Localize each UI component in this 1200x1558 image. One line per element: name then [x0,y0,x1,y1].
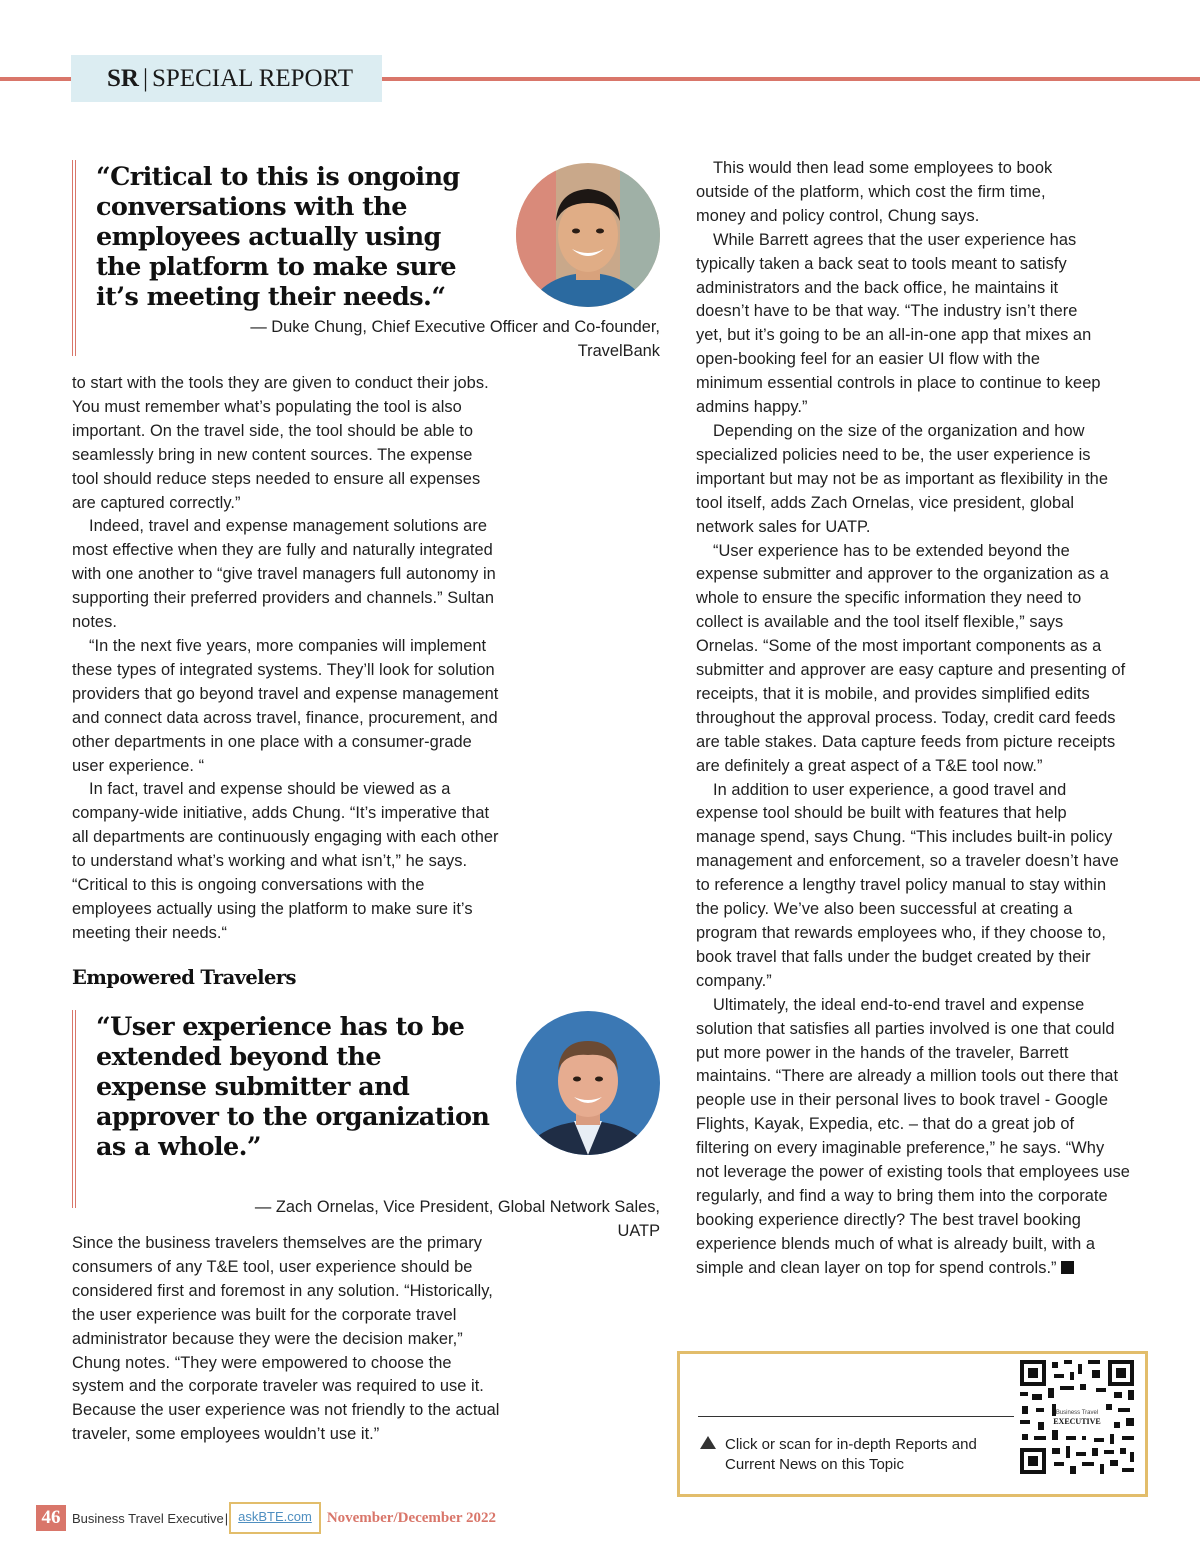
page-number: 46 [36,1505,66,1531]
pull-quote-text: “User experience has to be extended beyond the expense submitter and approver to the organization as a whole.” [96,1012,490,1162]
footer [36,1500,496,1536]
promo-box[interactable] [677,1351,1148,1497]
right-paragraph-3: Depending on the size of the organization and how specialized policies need to be, the user experience is important but may not be as important as flexibility in the tool itself, adds Zach Ornelas, vice president, global network sales for UATP. [696,421,1109,536]
right-paragraph-4: “User experience has to be extended beyond the expense submitter and approver to the organization as a whole to ensure the specific information they need to collect is available and the tool itself flexible,” says Ornelas. “Some of the most important components as a submitter and approver are easy capture and presenting of receipts, that it is mobile, and provides simplified edits throughout the approval process. Today, credit card feeds are table stakes. Data capture feeds from picture receipts are definitely a great aspect of a T&E tool now.” [696,541,1126,775]
triangle-icon [700,1436,716,1449]
pull-quote-attribution-org: TravelBank [577,341,660,360]
section-badge: SR [107,64,139,92]
pull-quote-attribution: — Zach Ornelas, Vice President, Global Network Sales, [254,1198,660,1216]
pull-quote-attribution-org: UATP [617,1221,660,1240]
left-paragraph-2: Indeed, travel and expense management solutions are most effective when they are fully and naturally integrated with one another to “give travel managers full autonomy in supporting their preferred providers and channels.” Sultan notes. [72,517,496,632]
section-heading: Empowered Travelers [72,966,296,989]
pull-quote-text: “Critical to this is ongoing conversations with the employees actually using the platform to make sure it’s meeting their needs.“ [96,162,460,312]
promo-cta-text[interactable]: Click or scan for in-depth Reports and Current News on this Topic [725,1436,977,1473]
right-paragraph-2: While Barrett agrees that the user experience has typically taken a back seat to tools meant to satisfy administrators and the back office, he maintains it doesn’t have to be that way. “The industry isn’t there yet, but it’s going to be an all-in-one app that mixes an open-booking feel for an easier UI flow with the minimum essential controls in place to continue to keep admins happy.” [696,230,1101,417]
right-paragraph-6-text: Ultimately, the ideal end-to-end travel and expense solution that satisfies all parties involved is one that could put more power in the hands of the traveler, Barrett maintains. “There are already a million tools out there that people use in their personal lives to book travel - Google Flights, Kayak, Expedia, etc. – that do a great job of filtering on every imaginable preference,” he says. “Why not leverage the power of existing tools that employees use regularly, and find a way to bring them into the corporate booking experience directly? The best travel booking experience blends much of what is already built, with a simple and clean layer on top for spend controls.” [696,995,1130,1277]
pull-quote-chung [72,160,660,360]
right-column [696,157,1136,1281]
footer-separator: | [224,1510,229,1526]
section-title: SPECIAL REPORT [151,64,354,92]
qr-logo-line2: EXECUTIVE [1053,1417,1101,1426]
right-paragraph-6 [696,994,1130,1281]
promo-divider [698,1416,1014,1417]
left-column [72,372,660,946]
left-paragraph-3: “In the next five years, more companies will implement these types of integrated systems. They’ll look for solution providers that go beyond travel and expense management and connect data across travel, finance, procurement, and other departments in one place with a consumer-grade user experience. “ [72,636,499,775]
left-paragraph-1: to start with the tools they are given to conduct their jobs. You must remember what’s populating the tool is also important. On the travel side, the tool should be able to seamlessly bring in new content sources. The expense tool should reduce steps needed to ensure all expenses are captured correctly.” [72,374,489,512]
left-paragraph-4: In fact, travel and expense should be viewed as a company-wide initiative, adds Chung. “It’s imperative that all departments are continuously engaging with each other to understand what’s working and what isn’t,” he says. “Critical to this is ongoing conversations with the employees actually using the platform to make sure it’s meeting their needs.“ [72,780,499,942]
left-paragraph-5: Since the business travelers themselves are the primary consumers of any T&E tool, user experience should be considered first and foremost in any solution. “Historically, the user experience was built for the corporate travel administrator because they were the decision maker,” Chung notes. “They were empowered to choose the system and the corporate traveler was required to use it. Because the user experience was not friendly to the actual traveler, some employees wouldn’t use it.” [72,1234,500,1444]
end-mark-icon [1061,1261,1074,1274]
portrait-duke-chung [516,163,660,307]
qr-code-icon[interactable] [1018,1358,1136,1476]
portrait-zach-ornelas [516,1011,660,1155]
section-tab: SR | SPECIAL REPORT [71,55,382,102]
qr-logo-line1: Business Travel [1055,1410,1099,1416]
pull-quote-ornelas [72,1010,660,1240]
site-link[interactable]: askBTE.com [229,1502,321,1534]
issue-date: November/December 2022 [326,1509,497,1526]
right-paragraph-1: This would then lead some employees to book outside of the platform, which cost the firm time, money and policy control, Chung says. [696,159,1053,225]
left-column-lower [72,1232,660,1447]
pull-quote-attribution: — Duke Chung, Chief Executive Officer and Co-founder, [250,318,660,336]
publication-name: Business Travel Executive [72,1510,224,1526]
right-paragraph-5: In addition to user experience, a good travel and expense tool should be built with features that help manage spend, says Chung. “This includes built-in policy management and enforcement, so a traveler doesn’t have to reference a lengthy travel policy manual to stay within the policy. We’ve also been successful at creating a program that rewards employees who, if they choose to, book travel that falls under the budget created by their company.” [696,780,1119,990]
